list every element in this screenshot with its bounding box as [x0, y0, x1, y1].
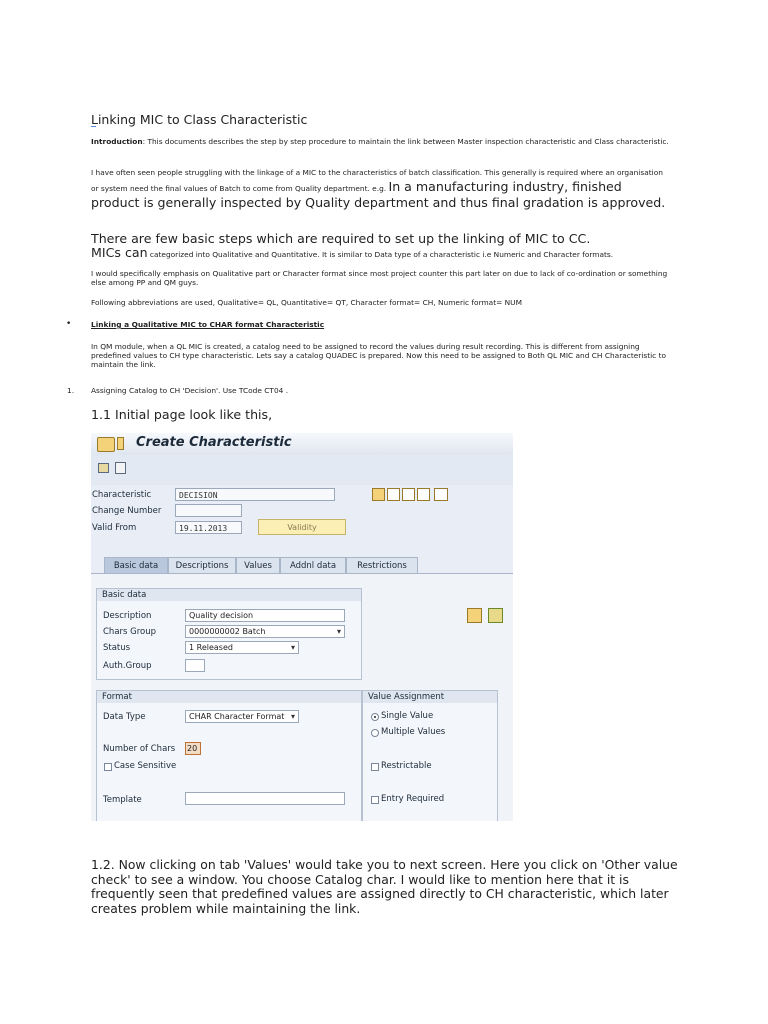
paragraph-1-2: 1.2. Now clicking on tab 'Values' would take you to next screen. Here you click on 'Other value check' to see a window. You choose Catalog char. I would like to mention here that it is frequently seen that predefined values are assigned directly to CH characteristic, which later creates problem while maintaining the link.	[91, 857, 678, 916]
sap-screenshot	[91, 433, 513, 821]
entry-required-checkbox[interactable]	[371, 796, 379, 804]
single-value-radio[interactable]	[371, 713, 379, 721]
print-icon[interactable]	[115, 462, 126, 474]
intro-label: Introduction	[91, 137, 143, 146]
document-title: Linking MIC to Class Characteristic	[91, 112, 308, 127]
paragraph-small-text: I have often seen people struggling with the linkage of a MIC to the characteristics of batch classification. This generally is required where an organisation or system need the final values of Batch to come from Quality department. e.g.	[91, 168, 663, 193]
intro-text: : This documents describes the step by step procedure to maintain the link between Master inspection characteristic and Class characteristic.	[142, 137, 669, 146]
description-label: Description	[103, 611, 152, 621]
languages-icon[interactable]	[488, 608, 503, 623]
title-underline-mark	[91, 126, 96, 128]
subsection-1-1: 1.1 Initial page look like this,	[91, 407, 273, 422]
single-value-label: Single Value	[381, 711, 434, 721]
data-type-select[interactable]: CHAR Character Format ▾	[185, 710, 299, 723]
multiple-values-radio[interactable]	[371, 729, 379, 737]
entry-required-label: Entry Required	[381, 794, 445, 804]
menu-icon[interactable]	[97, 437, 115, 452]
status-select[interactable]: 1 Released ▾	[185, 641, 299, 654]
value-assignment-group-title: Value Assignment	[363, 691, 497, 703]
bullet-dot: •	[66, 319, 72, 329]
multiple-values-label: Multiple Values	[381, 727, 446, 737]
num-chars-input[interactable]: 20	[185, 742, 201, 755]
change-number-field[interactable]	[175, 504, 242, 517]
hierarchy-icon[interactable]	[98, 463, 109, 473]
basic-data-group	[96, 588, 362, 680]
tab-panel	[91, 573, 513, 821]
mics-types-text: categorized into Qualitative and Quantitative. It is similar to Data type of a characteristic i.e Numeric and Character formats.	[149, 250, 614, 259]
tab-restrictions[interactable]: Restrictions	[346, 557, 418, 573]
format-group	[96, 690, 362, 821]
mics-can-text: MICs can	[91, 245, 148, 260]
template-input[interactable]	[185, 792, 345, 805]
auth-group-input[interactable]	[185, 659, 205, 672]
restrictable-checkbox[interactable]	[371, 763, 379, 771]
case-sensitive-checkbox[interactable]	[104, 763, 112, 771]
create-icon[interactable]	[402, 488, 415, 501]
change-number-label: Change Number	[92, 506, 162, 516]
paragraph-qm-module: In QM module, when a QL MIC is created, a catalog need to be assigned to record the values during result recording. This is different from assigning predefined values to CH type characteristic. Lets say a catalog QUADEC is prepared. Now this need to be assigned to Both QL MIC and CH Characteristic to maintain the link.	[91, 342, 667, 369]
section-heading: Linking a Qualitative MIC to CHAR format Characteristic	[91, 320, 325, 329]
sap-window-title: Create Characteristic	[136, 435, 292, 450]
chars-group-label: Chars Group	[103, 627, 157, 637]
status-label: Status	[103, 643, 131, 653]
tab-descriptions[interactable]: Descriptions	[168, 557, 236, 573]
tab-addnl-data[interactable]: Addnl data	[280, 557, 346, 573]
edit-description-icon[interactable]	[467, 608, 482, 623]
paragraph-mic-types	[91, 245, 671, 260]
paragraph-batch-linkage	[91, 166, 671, 211]
valid-from-label: Valid From	[92, 523, 137, 533]
step-number: 1.	[67, 386, 75, 395]
description-input[interactable]: Quality decision	[185, 609, 345, 622]
paragraph-abbreviations: Following abbreviations are used, Qualitative= QL, Quantitative= QT, Character format= CH, Numeric format= NUM	[91, 298, 522, 307]
paragraph-emphasis: I would specifically emphasis on Qualitative part or Character format since most project counter this part later on due to lack of co-ordination or something else among PP and QM guys.	[91, 269, 668, 287]
data-type-label: Data Type	[103, 712, 146, 722]
validity-button[interactable]: Validity	[258, 519, 346, 535]
settings-icon[interactable]	[372, 488, 385, 501]
chars-group-select[interactable]: 0000000002 Batch ▾	[185, 625, 345, 638]
tab-values[interactable]: Values	[236, 557, 280, 573]
template-label: Template	[103, 795, 142, 805]
basic-data-group-title: Basic data	[97, 589, 361, 601]
auth-group-label: Auth.Group	[103, 661, 152, 671]
tab-basic-data[interactable]: Basic data	[104, 557, 168, 573]
delete-icon[interactable]	[434, 488, 448, 501]
intro-paragraph	[91, 137, 671, 146]
sap-title-bar	[91, 433, 513, 455]
case-sensitive-label: Case Sensitive	[114, 761, 177, 771]
restrictable-label: Restrictable	[381, 761, 432, 771]
num-chars-label: Number of Chars	[103, 744, 176, 754]
value-assignment-group	[362, 690, 498, 821]
dropdown-arrow-icon[interactable]	[117, 437, 124, 450]
sap-toolbar	[91, 455, 513, 485]
format-group-title: Format	[97, 691, 361, 703]
step-text: Assigning Catalog to CH 'Decision'. Use TCode CT04 .	[91, 386, 289, 395]
paragraph-basic-steps: There are few basic steps which are required to set up the linking of MIC to CC.	[91, 231, 591, 246]
characteristic-field[interactable]: DECISION	[175, 488, 335, 501]
paragraph-large-text: In a manufacturing industry, finished product is generally inspected by Quality department and thus final gradation is approved.	[91, 179, 666, 210]
characteristic-label: Characteristic	[92, 490, 152, 500]
edit-icon[interactable]	[387, 488, 400, 501]
valid-from-field[interactable]: 19.11.2013	[175, 521, 242, 534]
copy-icon[interactable]	[417, 488, 430, 501]
